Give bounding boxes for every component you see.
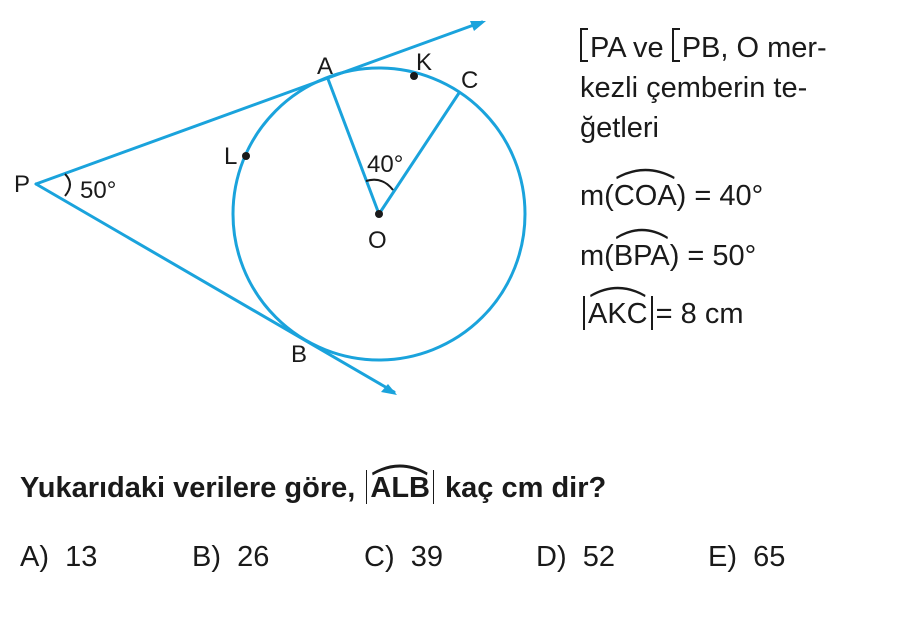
choice-value: 52 (582, 541, 615, 573)
point-o (375, 210, 383, 218)
choice-value: 65 (753, 541, 786, 573)
abs-bar-right (433, 470, 434, 504)
point-l (242, 152, 250, 160)
ray-symbol (672, 28, 680, 62)
label-l: L (224, 143, 238, 170)
label-k: K (416, 49, 433, 76)
choice-value: 26 (237, 541, 270, 573)
measure-akc-value: = 8 cm (655, 298, 744, 330)
arc-bpa-label: BPA (613, 240, 670, 272)
given-line-3: ğetleri (580, 112, 659, 144)
choice-letter: E) (708, 541, 737, 573)
choice-d[interactable] (536, 541, 615, 574)
question-text (20, 470, 606, 505)
label-b: B (291, 341, 308, 368)
arc-symbol-icon (614, 166, 677, 180)
angle-arc-p (65, 174, 70, 196)
label-p: P (14, 171, 31, 198)
measure-prefix: m( (580, 180, 614, 212)
choice-letter: C) (364, 541, 395, 573)
measure-prefix: m( (580, 240, 614, 272)
abs-bar-right (651, 296, 653, 330)
given-ray-pb: PB, O mer- (681, 32, 827, 64)
arc-alb-label: ALB (370, 472, 430, 504)
arc-symbol-icon (614, 226, 670, 240)
measure-bpa-value: ) = 50° (669, 240, 757, 272)
choice-letter: D) (536, 541, 567, 573)
given-akc (580, 294, 743, 334)
given-line-1 (580, 28, 827, 68)
given-bpa (580, 236, 756, 276)
choice-value: 13 (65, 541, 98, 573)
geometry-figure (0, 0, 560, 420)
choice-a[interactable] (20, 541, 97, 574)
question-prefix: Yukarıdaki verilere göre, (20, 472, 356, 504)
arrowhead-pa (470, 21, 486, 31)
tangent-ray-pb (36, 184, 394, 392)
arc-alb (370, 472, 430, 505)
given-ray-pa: PA ve (590, 32, 664, 64)
arc-symbol-icon (370, 462, 430, 476)
choice-letter: A) (20, 541, 49, 573)
radius-oa (328, 79, 379, 214)
choice-c[interactable] (364, 541, 443, 574)
label-a: A (317, 53, 334, 80)
angle-o-label: 40° (367, 151, 404, 178)
ray-symbol (580, 28, 588, 62)
label-c: C (461, 67, 479, 94)
choice-e[interactable] (708, 541, 785, 574)
measure-coa-value: ) = 40° (676, 180, 764, 212)
given-coa (580, 176, 763, 216)
given-text (580, 28, 827, 148)
arc-akc-label: AKC (588, 298, 648, 330)
abs-bar-left (583, 296, 585, 330)
arc-bpa (614, 236, 670, 276)
label-o: O (368, 227, 387, 254)
choice-value: 39 (410, 541, 443, 573)
question-suffix: kaç cm dir? (445, 472, 607, 504)
arc-akc (588, 294, 648, 334)
given-line-2: kezli çemberin te- (580, 72, 808, 104)
arc-coa (614, 176, 677, 216)
abs-bar-left (366, 470, 367, 504)
choice-letter: B) (192, 541, 221, 573)
arc-symbol-icon (588, 284, 648, 298)
choice-b[interactable] (192, 541, 269, 574)
angle-p-label: 50° (80, 177, 117, 204)
arc-coa-label: COA (613, 180, 677, 212)
